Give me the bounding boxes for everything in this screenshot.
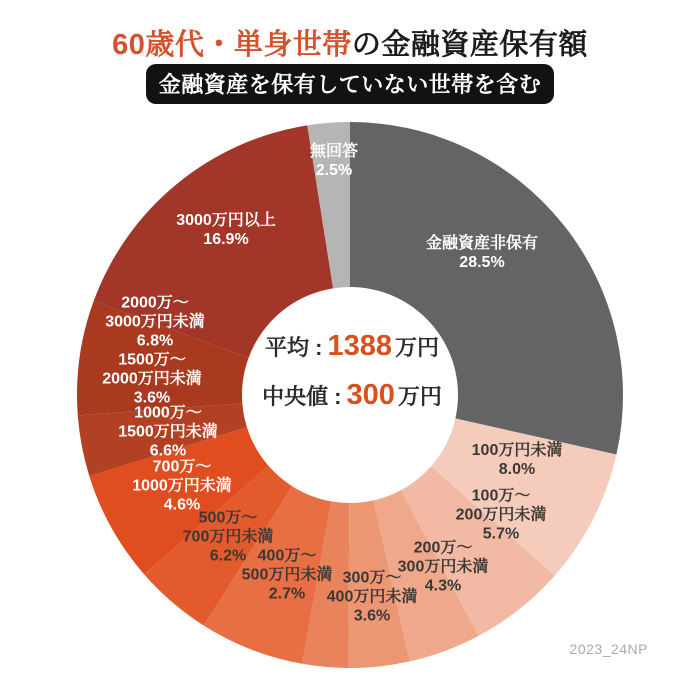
median-row [262,379,442,412]
average-value: 1388 [327,330,392,362]
slice-label-6: 500万～ 700万円未満 6.2% [182,509,274,565]
slice-label-10: 2000万～ 3000万円未満 6.8% [105,294,205,350]
subtitle-badge: 金融資産を保有していない世帯を含む [146,64,555,104]
slice-label-8: 1000万～ 1500万円未満 6.6% [118,404,218,460]
average-unit: 万円 [394,335,439,360]
slice-label-4: 300万～ 400万円未満 3.6% [326,569,418,625]
slice-label-1: 100万円未満 8.0% [471,442,563,478]
median-label: 中央値 : [262,384,342,409]
slice-label-0: 金融資産非保有 28.5% [425,235,539,271]
slice-label-9: 1500万～ 2000万円未満 3.6% [102,351,202,407]
slice-label-3: 200万～ 300万円未満 4.3% [397,539,489,595]
median-value: 300 [346,379,395,411]
slice-label-11: 3000万円以上 16.9% [176,212,276,248]
average-label: 平均 : [265,335,323,360]
page-title-rest: の金融資産保有額 [351,29,588,61]
slice-label-7: 700万～ 1000万円未満 4.6% [132,458,232,514]
median-unit: 万円 [397,384,442,409]
center-stats-panel [262,330,442,412]
source-footnote: 2023_24NP [569,641,648,657]
slice-label-12: 無回答 2.5% [309,143,359,179]
slice-label-5: 400万～ 500万円未満 2.7% [241,547,333,603]
slice-label-2: 100万～ 200万円未満 5.7% [455,487,547,543]
average-row [262,330,442,363]
page-title-highlight: 60歳代・単身世帯 [112,29,352,61]
